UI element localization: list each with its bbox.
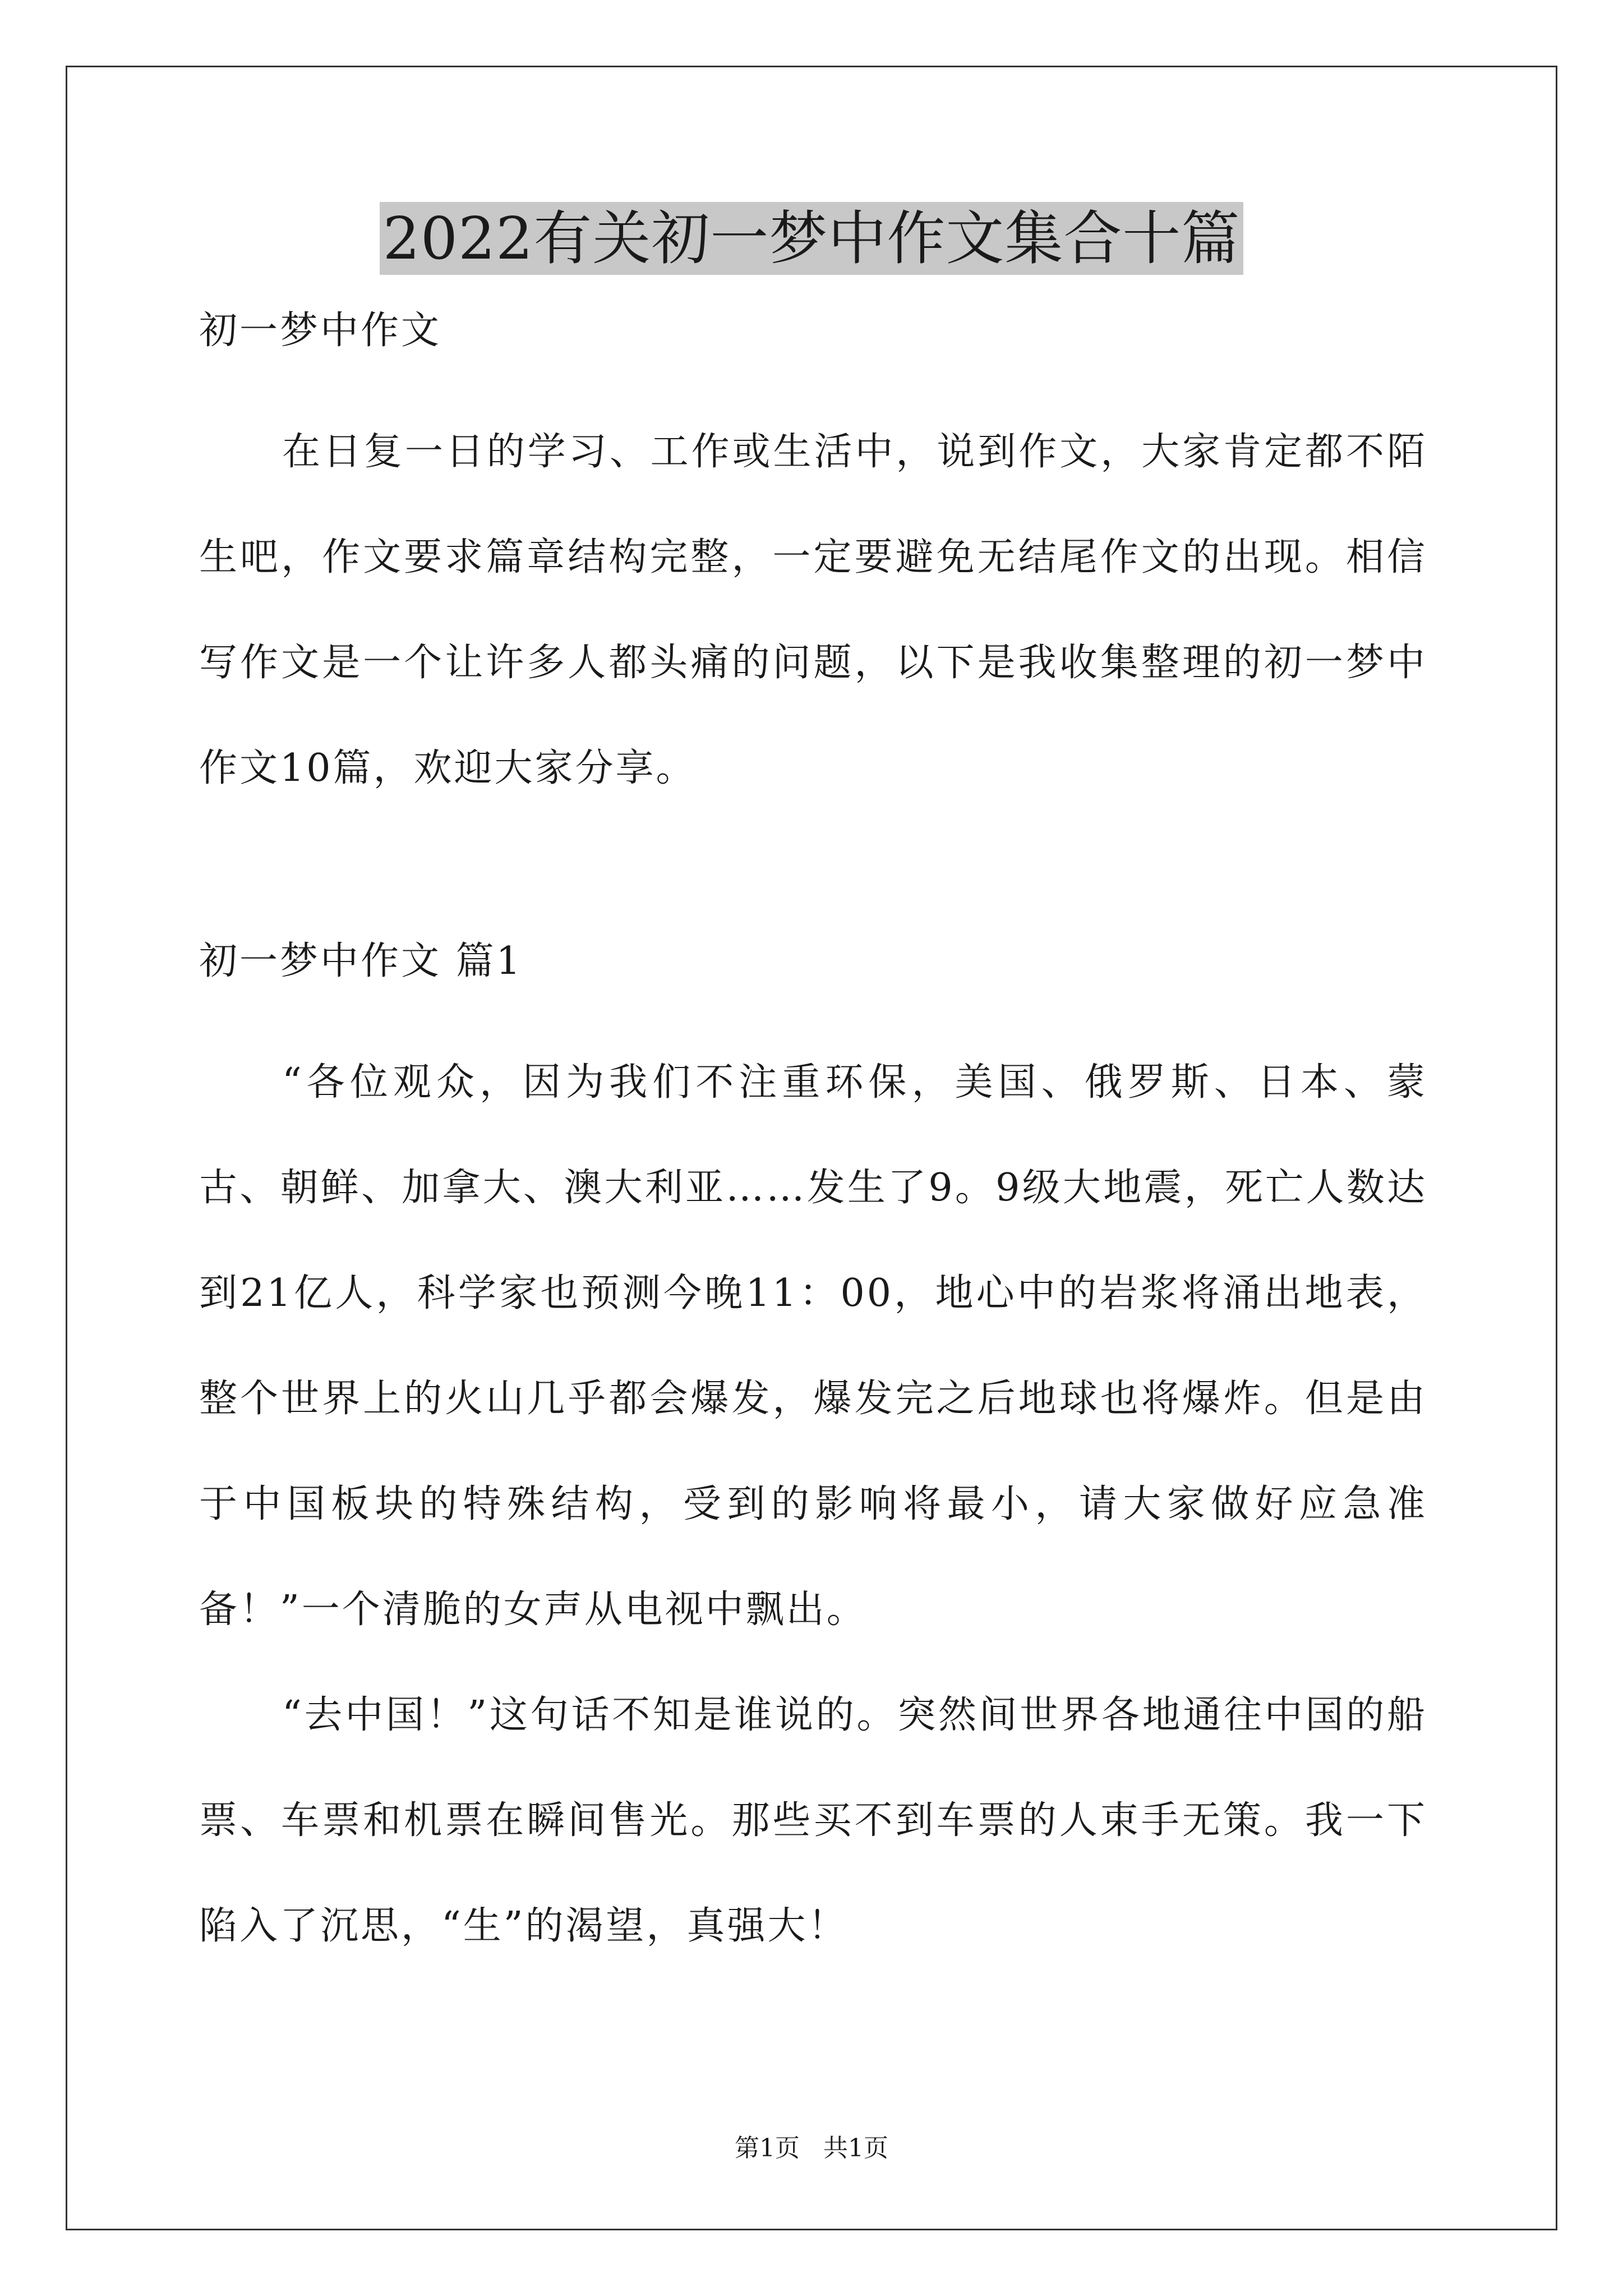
document-title: 2022有关初一梦中作文集合十篇 (380, 202, 1244, 275)
document-body (199, 303, 1427, 1979)
intro-paragraph: 在日复一日的学习、工作或生活中，说到作文，大家肯定都不陌生吧，作文要求篇章结构完整，一定要避免无结尾作文的出现。相信写作文是一个让许多人都头痛的问题，以下是我收集整理的初一梦中作文10篇，欢迎大家分享。 (199, 430, 1427, 790)
body-paragraph-1: “各位观众，因为我们不注重环保，美国、俄罗斯、日本、蒙古、朝鲜、加拿大、澳大利亚……发生了9。9级大地震，死亡人数达到21亿人，科学家也预测今晚11：00，地心中的岩浆将涌出地表，整个世界上的火山几乎都会爆发，爆发完之后地球也将爆炸。但是由于中国板块的特殊结构，受到的影响将最小，请大家做好应急准备！”一个清脆的女声从电视中飘出。 (199, 1060, 1427, 1632)
intro-heading: 初一梦中作文 (199, 309, 442, 353)
page-number-current: 第1页 (735, 2134, 800, 2162)
section-heading: 初一梦中作文 篇1 (199, 939, 523, 983)
page-number-total: 共1页 (823, 2134, 888, 2162)
title-container (0, 202, 1623, 275)
body-paragraph-2: “去中国！”这句话不知是谁说的。突然间世界各地通往中国的船票、车票和机票在瞬间售光。那些买不到车票的人束手无策。我一下陷入了沉思，“生”的渴望，真强大！ (199, 1693, 1427, 1948)
page-footer (0, 2132, 1623, 2165)
